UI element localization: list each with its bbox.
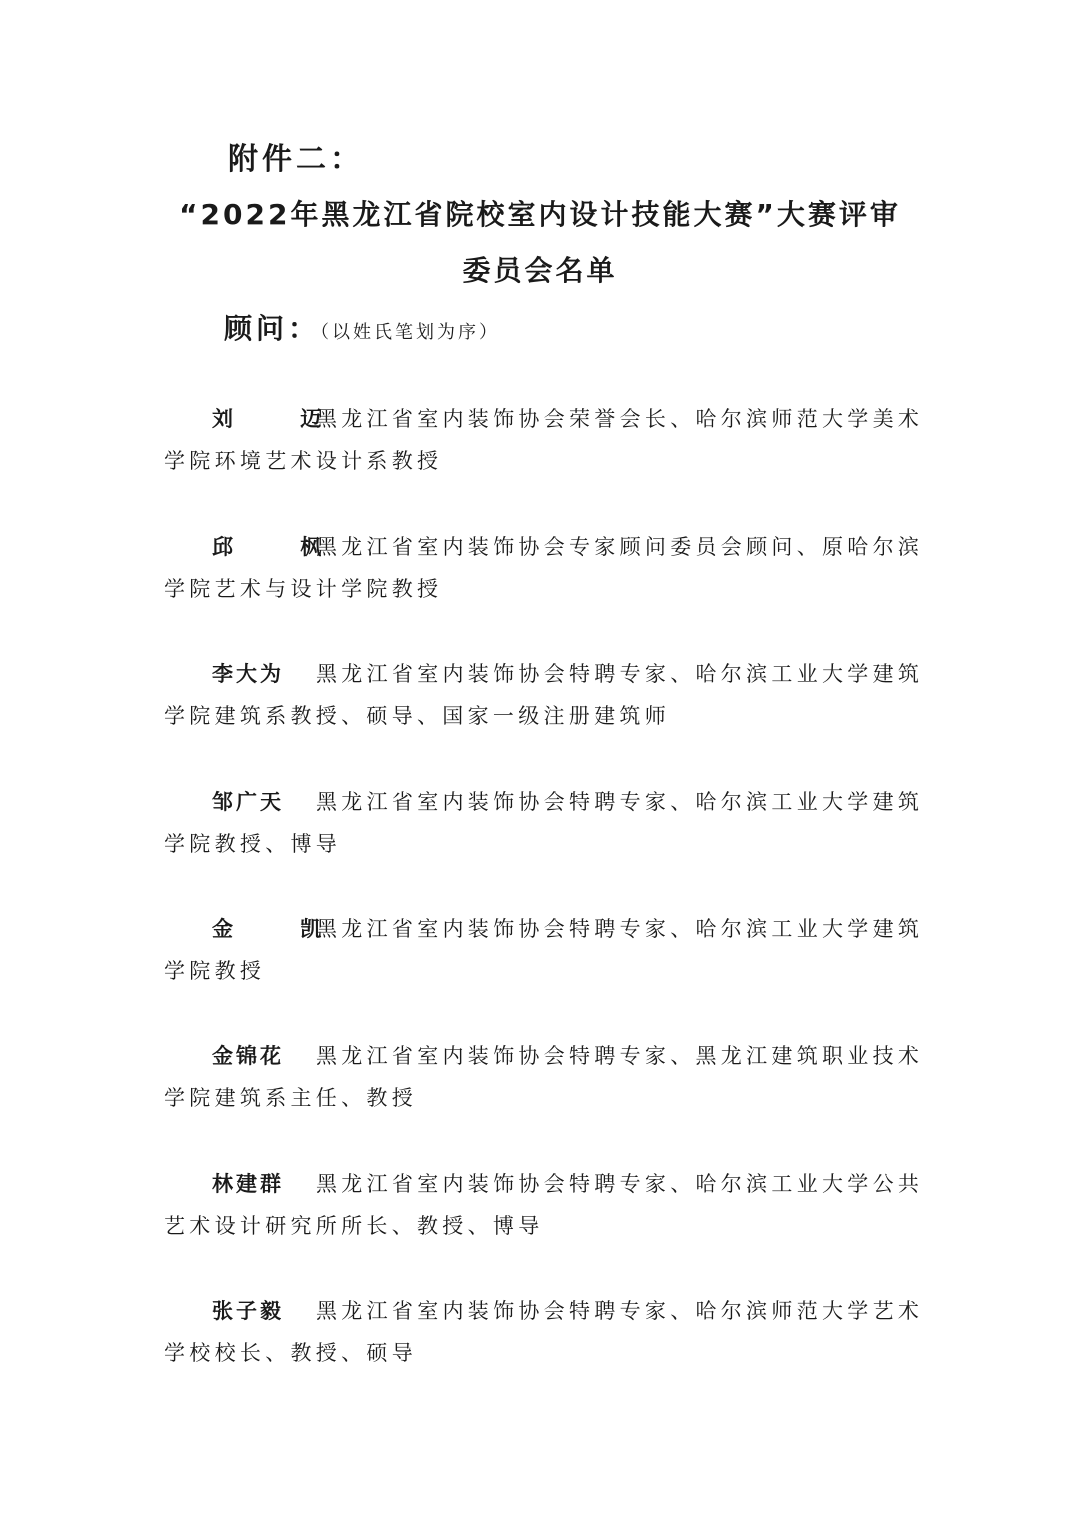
advisor-name: 金 凯 <box>212 917 352 941</box>
advisor-name: 李大为 <box>212 662 284 686</box>
advisor-entry <box>164 526 924 610</box>
advisors-heading-label: 顾问： <box>224 312 321 345</box>
title-line-1: “2022年黑龙江省院校室内设计技能大赛”大赛评审 <box>179 198 901 231</box>
advisor-name: 邹广天 <box>212 790 284 814</box>
advisor-title: 黑龙江省室内装饰协会特聘专家、哈尔滨工业大学公共 <box>316 1172 924 1196</box>
advisor-title-continued: 学院建筑系教授、硕导、国家一级注册建筑师 <box>164 704 670 728</box>
advisor-title: 黑龙江省室内装饰协会特聘专家、哈尔滨工业大学建筑 <box>316 917 924 941</box>
advisor-title: 黑龙江省室内装饰协会专家顾问委员会顾问、原哈尔滨 <box>316 535 924 559</box>
advisor-title: 黑龙江省室内装饰协会特聘专家、哈尔滨工业大学建筑 <box>316 662 924 686</box>
advisors-heading <box>224 307 500 355</box>
advisor-entry <box>164 398 924 482</box>
advisor-title-continued: 学校校长、教授、硕导 <box>164 1341 417 1365</box>
advisor-title: 黑龙江省室内装饰协会荣誉会长、哈尔滨师范大学美术 <box>316 407 924 431</box>
advisor-title-continued: 学院教授、博导 <box>164 832 342 856</box>
advisor-entry <box>164 908 924 992</box>
advisor-title-continued: 学院建筑系主任、教授 <box>164 1086 417 1110</box>
advisors-order-note: （以姓氏笔划为序） <box>320 322 501 343</box>
advisor-entry <box>164 1290 924 1374</box>
advisor-entry <box>164 653 924 737</box>
advisor-entry <box>164 1035 924 1119</box>
advisor-title: 黑龙江省室内装饰协会特聘专家、哈尔滨师范大学艺术 <box>316 1299 924 1323</box>
advisor-title-continued: 学院教授 <box>164 959 266 983</box>
advisor-name: 刘 迈 <box>212 407 352 431</box>
advisor-title-continued: 学院环境艺术设计系教授 <box>164 449 443 473</box>
advisor-title-continued: 学院艺术与设计学院教授 <box>164 577 443 601</box>
advisor-title: 黑龙江省室内装饰协会特聘专家、黑龙江建筑职业技术 <box>316 1044 924 1068</box>
advisor-name: 张子毅 <box>212 1299 284 1323</box>
advisor-name: 林建群 <box>212 1172 284 1196</box>
advisor-name: 金锦花 <box>212 1044 284 1068</box>
advisor-title-continued: 艺术设计研究所所长、教授、博导 <box>164 1214 544 1238</box>
advisor-entry <box>164 781 924 865</box>
advisor-name: 邱 枫 <box>212 535 352 559</box>
title-line-2: 委员会名单 <box>462 254 618 287</box>
advisor-title: 黑龙江省室内装饰协会特聘专家、哈尔滨工业大学建筑 <box>316 790 924 814</box>
attachment-label: 附件二： <box>228 142 364 177</box>
advisor-entry <box>164 1163 924 1247</box>
